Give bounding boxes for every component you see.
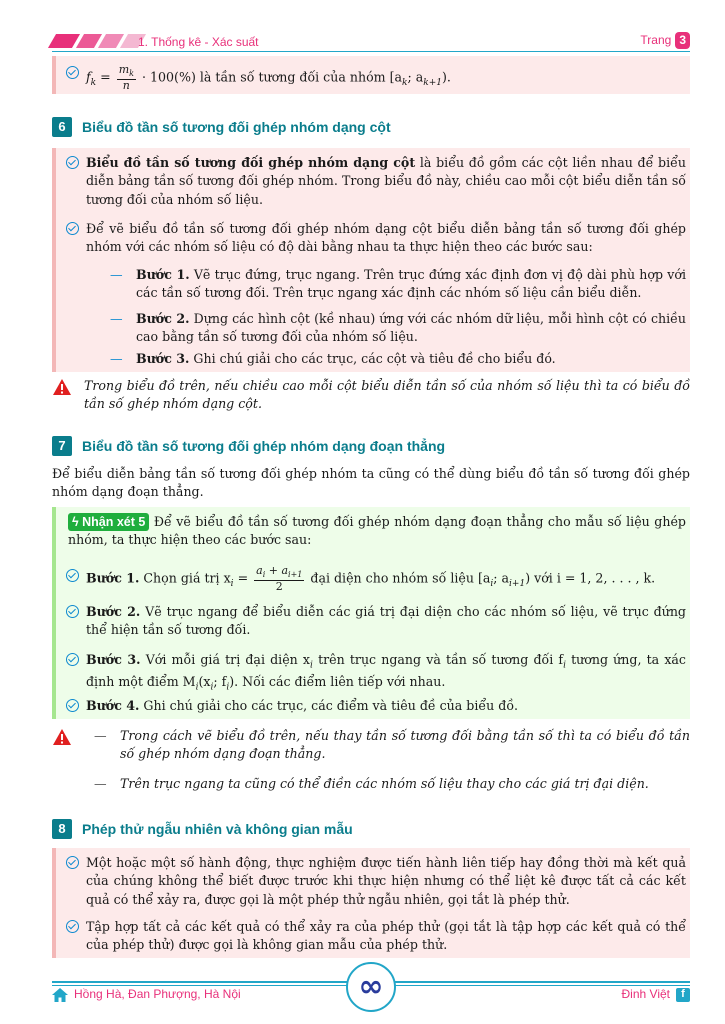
section-7-intro: Để biểu diễn bảng tần số tương đối ghép nhóm ta cũng có thể dùng biểu đồ tần số tương đối ghép nhóm dạng đoạn thẳng. — [52, 466, 690, 500]
remark-heading: ϟ Nhận xét 5 Để vẽ biểu đồ tần số tương đối ghép nhóm dạng đoạn thẳng cho mẫu số liệu ghép nhóm, ta thực hiện theo các bước sau: — [68, 514, 686, 548]
step-1: — Bước 1. Vẽ trục đứng, trục ngang. Trên trục đứng xác định đơn vị độ dài phù hợp với các tần số tương đối. Trên trục ngang xác định các nhóm số liệu cần biểu diễn. — [110, 267, 687, 301]
remark-badge: ϟ Nhận xét 5 — [68, 513, 149, 531]
procedure-item: Để vẽ biểu đồ tần số tương đối ghép nhóm dạng cột biểu diễn bảng tần số tương đối ghép nhóm với các nhóm số liệu có độ dài bằng nhau ta thực hiện theo các bước sau: — [86, 220, 686, 257]
section-8-heading — [52, 819, 353, 839]
lightning-icon: ϟ — [72, 515, 79, 529]
footer-author: Đinh Việt f — [622, 986, 690, 1003]
section-number: 7 — [52, 436, 72, 456]
section-number: 8 — [52, 819, 72, 839]
page-indicator — [640, 32, 690, 49]
page-header — [52, 30, 690, 52]
header-divider — [52, 51, 690, 53]
section-title: Biểu đồ tần số tương đối ghép nhóm dạng đoạn thẳng — [82, 438, 446, 454]
check-circle-icon — [66, 920, 79, 933]
footer-logo — [346, 962, 396, 1012]
remark-step-4: Bước 4. Ghi chú giải cho các trục, các điểm và tiêu đề của biểu đồ. — [86, 697, 686, 715]
page-number: 3 — [675, 32, 690, 49]
section-7-warning-2: — Trên trục ngang ta cũng có thể điền các nhóm số liệu thay cho các giá trị đại diện. — [120, 775, 690, 793]
formula-fraction: $\frac{m_k}{n}$ — [118, 63, 134, 92]
relative-frequency-formula: $f_k$ = $\frac{m_k}{n}$ · 100(%) là tần số tương đối của nhóm [$a_k$; $a_{k+1}$). — [86, 64, 686, 92]
section-6-warning: Trong biểu đồ trên, nếu chiều cao mỗi cột biểu diễn tần số của nhóm số liệu thì ta có biểu đồ tần số ghép nhóm dạng cột. — [84, 378, 690, 412]
section-7-warning-1: — Trong cách vẽ biểu đồ trên, nếu thay tần số tương đối bằng tần số thì ta có biểu đồ tần số ghép nhóm dạng đoạn thẳng. — [94, 728, 690, 762]
remark-step-2: Bước 2. Vẽ trục ngang để biểu diễn các giá trị đại diện cho các nhóm số liệu, vẽ trục đứng thể hiện tần số tương đối. — [86, 603, 686, 640]
remark-step-3: Bước 3. Với mỗi giá trị đại diện $x_i$ trên trục ngang và tần số tương đối $f_i$ tương ứng, ta xác định một điểm $M_i(x_i$; $f_i$). Nối các điểm liên tiếp với nhau. — [86, 651, 686, 694]
step-2: — Bước 2. Dựng các hình cột (kề nhau) ứng với các nhóm dữ liệu, mỗi hình cột có chiều cao bằng tần số tương đối của nhóm số liệu. — [110, 311, 686, 345]
chapter-title: 1. Thống kê - Xác suất — [138, 35, 259, 49]
page-label: Trang — [640, 33, 672, 47]
home-icon — [52, 988, 68, 1002]
midpoint-fraction: $\frac{a_i + a_{i+1}}{2}$ — [256, 564, 303, 593]
facebook-icon[interactable]: f — [676, 988, 690, 1002]
check-circle-icon — [66, 653, 79, 666]
dash-bullet: — — [110, 351, 123, 366]
check-circle-icon — [66, 222, 79, 235]
section-title: Biểu đồ tần số tương đối ghép nhóm dạng cột — [82, 119, 391, 135]
sample-space-definition: Tập hợp tất cả các kết quả có thể xảy ra của phép thử (gọi tắt là tập hợp các kết quả có thể của phép thử) được gọi là không gian mẫu của phép thử. — [86, 918, 686, 955]
section-6-heading — [52, 117, 391, 137]
infinity-logo-icon: ∞ — [358, 969, 384, 1004]
check-circle-icon — [66, 569, 79, 582]
definition-item: Biểu đồ tần số tương đối ghép nhóm dạng cột là biểu đồ gồm các cột liền nhau để biểu diễn bảng tần số tương đối ghép nhóm. Trong biểu đồ này, chiều cao mỗi cột biểu diễn tần số tương đối của nhóm số liệu. — [86, 154, 686, 209]
random-experiment-definition: Một hoặc một số hành động, thực nghiệm được tiến hành liên tiếp hay đồng thời mà kết quả của chúng không thể biết được trước khi thực hiện nhưng có thể liệt kê được tất cả các kết quả có thể xảy ra, được gọi là một phép thử ngẫu nhiên, gọi tắt là phép thử. — [86, 854, 686, 909]
check-circle-icon — [66, 699, 79, 712]
step-3: — Bước 3. Ghi chú giải cho các trục, các cột và tiêu đề cho biểu đó. — [136, 350, 686, 368]
check-circle-icon — [66, 856, 79, 869]
dash-bullet: — — [94, 776, 107, 791]
page-footer — [52, 969, 690, 1012]
section-6-box — [52, 148, 690, 372]
section-7-heading — [52, 436, 445, 456]
header-stripes — [52, 34, 146, 48]
check-circle-icon — [66, 156, 79, 169]
dash-bullet: — — [110, 311, 123, 326]
section-8-box — [52, 848, 690, 958]
remark-box — [52, 507, 690, 719]
dash-bullet: — — [94, 728, 107, 743]
warning-icon — [52, 728, 72, 746]
top-definition-box — [52, 56, 690, 94]
section-number: 6 — [52, 117, 72, 137]
section-title: Phép thử ngẫu nhiên và không gian mẫu — [82, 821, 353, 837]
check-circle-icon — [66, 66, 79, 79]
warning-icon — [52, 378, 72, 396]
footer-address: Hồng Hà, Đan Phượng, Hà Nội — [52, 986, 241, 1003]
remark-step-1: Bước 1. Chọn giá trị $x_i$ = $\frac{a_i + a_{i+1}}{2}$ đại diện cho nhóm số liệu [$a_i$; $a_{i+1}$) với i = 1, 2, . . . , k. — [86, 565, 686, 593]
check-circle-icon — [66, 605, 79, 618]
dash-bullet: — — [110, 267, 123, 282]
